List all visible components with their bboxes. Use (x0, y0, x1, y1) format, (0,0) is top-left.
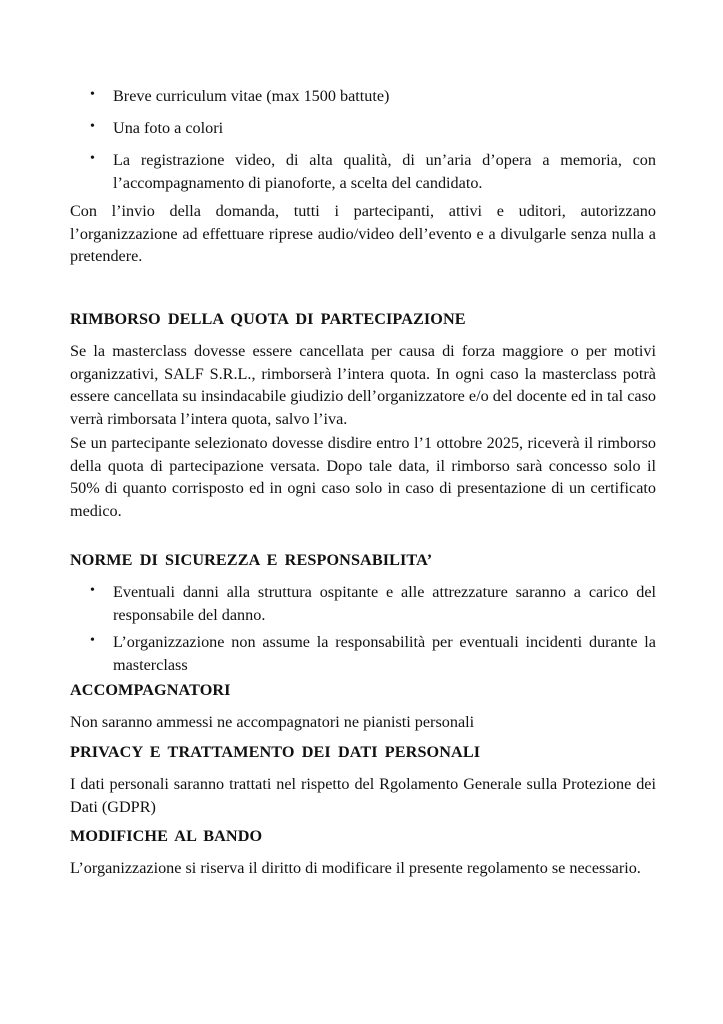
changes-paragraph: L’organizzazione si riserva il diritto di modificare il presente regolamento se necessario. (70, 859, 641, 877)
bullet-icon: • (90, 151, 95, 166)
refund-paragraph-2: Se un partecipante selezionato dovesse disdire entro l’1 ottobre 2025, riceverà il rimborso della quota di partecipazione versata. Dopo tale data, il rimborso sarà concesso solo il 50% di quanto corrisposto ed in ogni caso solo in caso di presentazione di un certificato medico. (70, 434, 656, 520)
bullet-icon: • (90, 583, 95, 598)
privacy-paragraph: I dati personali saranno trattati nel rispetto del Rgolamento Generale sulla Protezione dei Dati (GDPR) (70, 775, 656, 816)
bullet-icon: • (90, 119, 95, 134)
section-heading-privacy: PRIVACY E TRATTAMENTO DEI DATI PERSONALI (70, 743, 481, 761)
bullet-icon: • (90, 633, 95, 648)
bullet-icon: • (90, 87, 95, 102)
refund-paragraph-1: Se la masterclass dovesse essere cancellata per causa di forza maggiore o per motivi organizzativi, SALF S.R.L., rimborserà l’intera quota. In ogni caso la masterclass potrà essere cancellata su insindacabile giudizio dell’organizzatore e/o del docente ed in tal caso verrà rimborsata l’intera quota, salvo l’iva. (70, 342, 656, 428)
list-item: L’organizzazione non assume la responsabilità per eventuali incidenti durante la masterclass (113, 633, 656, 674)
consent-paragraph: Con l’invio della domanda, tutti i partecipanti, attivi e uditori, autorizzano l’organizzazione ad effettuare riprese audio/video dell’evento e a divulgarle senza nulla a pretendere. (70, 202, 656, 265)
companions-paragraph: Non saranno ammessi ne accompagnatori ne pianisti personali (70, 713, 475, 731)
list-item: Breve curriculum vitae (max 1500 battute) (113, 87, 390, 105)
section-heading-changes: MODIFICHE AL BANDO (70, 827, 263, 845)
list-item: Una foto a colori (113, 119, 224, 137)
section-heading-refund: RIMBORSO DELLA QUOTA DI PARTECIPAZIONE (70, 310, 466, 328)
section-heading-companions: ACCOMPAGNATORI (70, 681, 231, 699)
list-item: Eventuali danni alla struttura ospitante e alle attrezzature saranno a carico del responsabile del danno. (113, 583, 656, 624)
list-item: La registrazione video, di alta qualità, di un’aria d’opera a memoria, con l’accompagnamento di pianoforte, a scelta del candidato. (113, 151, 656, 192)
section-heading-safety: NORME DI SICUREZZA E RESPONSABILITA’ (70, 551, 433, 569)
